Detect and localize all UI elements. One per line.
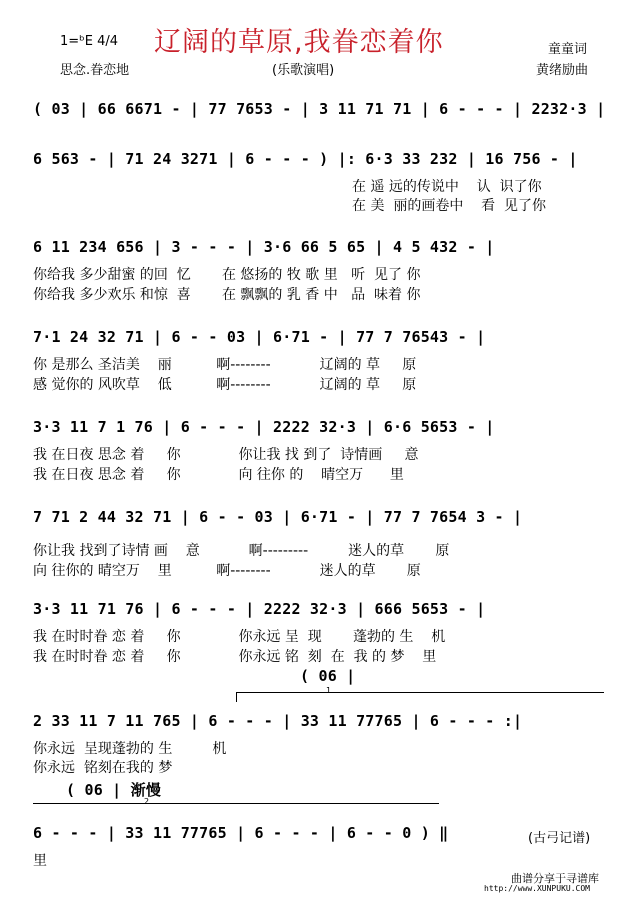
key-signature: 1=ᵇE 4/4 xyxy=(60,34,118,49)
notation-line-3: 6 11 234 656 | 3 - - - | 3·6 66 5 65 | 4 5 432 - | xyxy=(33,238,495,256)
transcriber-credit: (古弓记谱) xyxy=(528,831,591,846)
lyric-line-4b: 感 觉你的 风吹草 低 啊-------- 辽阔的 草 原 xyxy=(33,377,417,393)
notation-line-8: 2 33 11 7 11 765 | 6 - - - | 33 11 77765 | 6 - - - :| xyxy=(33,712,523,730)
lyric-line-5b: 我 在日夜 思念 着 你 向 往你 的 晴空万 里 xyxy=(33,467,404,483)
notation-line-1: ( 03 | 66 6671 - | 77 7653 - | 3 11 71 71 | 6 - - - | 2232·3 | xyxy=(33,100,606,118)
volta-bracket-1-end xyxy=(236,692,237,702)
lyric-line-8b: 你永远 铭刻在我的 梦 xyxy=(33,760,173,776)
notation-line-2: 6 563 - | 71 24 3271 | 6 - - - ) |: 6·3 33 232 | 16 756 - | xyxy=(33,150,578,168)
lyric-line-6a: 你让我 找到了诗情 画 意 啊--------- 迷人的草 原 xyxy=(33,543,450,559)
lyric-line-5a: 我 在日夜 思念 着 你 你让我 找 到了 诗情画 意 xyxy=(33,447,419,463)
pickup-1: ( 06 | xyxy=(300,667,356,685)
notation-line-6: 7 71 2 44 32 71 | 6 - - 03 | 6·71 - | 77 7 7654 3 - | xyxy=(33,508,523,526)
notation-line-7: 3·3 11 71 76 | 6 - - - | 2222 32·3 | 666 5653 - | xyxy=(33,600,486,618)
notation-line-5: 3·3 11 7 1 76 | 6 - - - | 2222 32·3 | 6·6 5653 - | xyxy=(33,418,495,436)
watermark-url: http://www.XUNPUKU.COM xyxy=(484,884,590,893)
volta-number-2: 2 xyxy=(144,797,150,806)
lyric-line-3b: 你给我 多少欢乐 和惊 喜 在 飘飘的 乳 香 中 品 味着 你 xyxy=(33,287,421,303)
lyric-line-4a: 你 是那么 圣洁美 丽 啊-------- 辽阔的 草 原 xyxy=(33,357,417,373)
lyric-line-6b: 向 往你的 晴空万 里 啊-------- 迷人的草 原 xyxy=(33,563,421,579)
lyric-line-3a: 你给我 多少甜蜜 的回 忆 在 悠扬的 牧 歌 里 听 见了 你 xyxy=(33,267,421,283)
notation-line-9: 6 - - - | 33 11 77765 | 6 - - - | 6 - - 0 ) ‖ xyxy=(33,824,449,842)
watermark-site-name: 曲谱分享于寻谱库 xyxy=(511,872,599,885)
volta-number-1: 1 xyxy=(326,686,332,695)
volta-bracket-1 xyxy=(236,692,604,693)
volta-bracket-2 xyxy=(33,803,439,804)
lyric-line-2a: 在 遥 远的传说中 认 识了你 xyxy=(352,179,542,195)
lyric-line-2b: 在 美 丽的画卷中 看 见了你 xyxy=(352,198,547,214)
pickup-2: ( 06 | 渐慢 xyxy=(66,781,162,799)
expression-marking: 思念.眷恋地 xyxy=(60,63,130,78)
notation-line-4: 7·1 24 32 71 | 6 - - 03 | 6·71 - | 77 7 76543 - | xyxy=(33,328,486,346)
composer: 黄绪励曲 xyxy=(536,63,589,78)
lyric-line-8a: 你永远 呈现蓬勃的 生 机 xyxy=(33,741,227,757)
lyric-line-7b: 我 在时时眷 恋 着 你 你永远 铭 刻 在 我 的 梦 里 xyxy=(33,649,437,665)
performer: (乐歌演唱) xyxy=(272,63,335,78)
song-title: 辽阔的草原,我眷恋着你 xyxy=(154,27,444,58)
lyric-line-7a: 我 在时时眷 恋 着 你 你永远 呈 现 蓬勃的 生 机 xyxy=(33,629,446,645)
lyric-line-9: 里 xyxy=(33,853,47,869)
lyricist: 童童词 xyxy=(548,42,588,57)
